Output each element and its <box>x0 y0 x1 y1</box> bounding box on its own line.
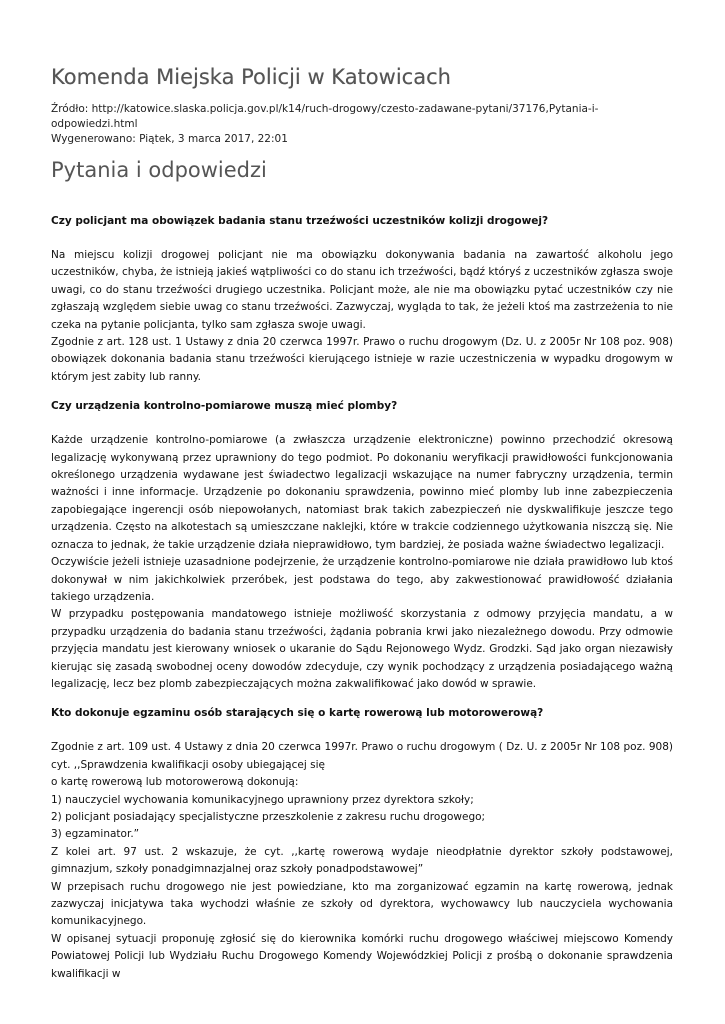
page-title: Pytania i odpowiedzi <box>51 158 267 182</box>
answer-paragraph: Na miejscu kolizji drogowej policjant nie ma obowiązku dokonywania badania na zawartość alkoholu jego uczestników, chyba, że istnieją jakieś wątpliwości co do stanu ich trzeźwości, bądź któryś z uczestników zgłasza swoje uwagi, co do stanu trzeźwości drugiego uczestnika. Policjant może, ale nie ma obowiązku pytać uczestników czy nie zgłaszają względem siebie uwag co stanu trzeźwości. Zazwyczaj, wygląda to tak, że jeżeli ktoś ma zastrzeżenia to nie czeka na pytanie policjanta, tylko sam zgłasza swoje uwagi. <box>51 249 673 331</box>
generated-line: Wygenerowano: Piątek, 3 marca 2017, 22:01 <box>51 133 288 145</box>
answer-paragraph: 1) nauczyciel wychowania komunikacyjnego uprawniony przez dyrektora szkoły; <box>51 793 474 806</box>
answer-paragraph: W przepisach ruchu drogowego nie jest powiedziane, kto ma zorganizować egzamin na kartę rowerową, jednak zazwyczaj inicjatywa taka wychodzi właśnie ze szkoły od dyrektora, wychowawcy lub nauczyciela wychowania komunikacyjnego. <box>51 880 673 928</box>
qa-item <box>51 706 673 983</box>
answer-paragraph: o kartę rowerową lub motorowerową dokonują: <box>51 776 299 789</box>
question-heading: Kto dokonuje egzaminu osób starających się o kartę rowerową lub motorowerową? <box>51 707 544 720</box>
answer-paragraph: W opisanej sytuacji proponuję zgłosić się do kierownika komórki ruchu drogowego właściwej miejscowo Komendy Powiatowej Policji lub Wydziału Ruchu Drogowego Komendy Wojewódzkiej Policji z prośbą o dokonanie sprawdzenia kwalifikacji w <box>51 932 673 980</box>
document-page <box>51 62 673 983</box>
source-line: Źródło: http://katowice.slaska.policja.gov.pl/k14/ruch-drogowy/czesto-zadawane-pytani/37176,Pytania-i-odpowiedzi.html <box>51 103 599 130</box>
answer-paragraph: Oczywiście jeżeli istnieje uzasadnione podejrzenie, że urządzenie kontrolno-pomiarowe nie działa prawidłowo lub ktoś dokonywał w nim jakichkolwiek przeróbek, jest podstawa do tego, aby zakwestionować prawidłowość działania takiego urządzenia. <box>51 556 673 603</box>
answer-block <box>51 432 673 693</box>
answer-paragraph: W przypadku postępowania mandatowego istnieje możliwość skorzystania z odmowy przyjęcia mandatu, a w przypadku urządzenia do badania stanu trzeźwości, żądania pobrania krwi jako niezależnego dowodu. Przy odmowie przyjęcia mandatu jest kierowany wniosek o ukaranie do Sądu Rejonowego Wydz. Grodzki. Sąd jako organ niezawisły kierując się zasadą swobodnej oceny dowodów zdecyduje, czy wynik pochodzący z urządzenia posiadającego ważną legalizację, lecz bez plomb zabezpieczających można zakwalifikować jako dowód w sprawie. <box>51 608 673 690</box>
qa-item <box>51 399 673 693</box>
answer-paragraph: Zgodnie z art. 128 ust. 1 Ustawy z dnia 20 czerwca 1997r. Prawo o ruchu drogowym (Dz. U. z 2005r Nr 108 poz. 908) obowiązek dokonania badania stanu trzeźwości kierującego istnieje w razie uczestniczenia w wypadku drogowym w którym jest zabity lub ranny. <box>51 336 673 383</box>
answer-paragraph: 2) policjant posiadający specjalistyczne przeszkolenie z zakresu ruchu drogowego; <box>51 810 486 823</box>
answer-block <box>51 247 673 386</box>
answer-block <box>51 739 673 983</box>
question-heading: Czy policjant ma obowiązek badania stanu trzeźwości uczestników kolizji drogowej? <box>51 215 549 227</box>
answer-paragraph: Z kolei art. 97 ust. 2 wskazuje, że cyt. ,,kartę rowerową wydaje nieodpłatnie dyrektor szkoły podstawowej, gimnazjum, szkoły ponadgimnazjalnej oraz szkoły ponadpodstawowej” <box>51 845 673 876</box>
qa-item <box>51 214 673 386</box>
document-meta <box>51 102 673 147</box>
site-title: Komenda Miejska Policji w Katowicach <box>51 65 451 89</box>
answer-paragraph: 3) egzaminator.” <box>51 828 140 841</box>
answer-paragraph: Każde urządzenie kontrolno-pomiarowe (a zwłaszcza urządzenie elektroniczne) powinno przechodzić okresową legalizację wykonywaną przez uprawniony do tego podmiot. Po dokonaniu weryfikacji prawidłowości funkcjonowania określonego urządzenia wydawane jest świadectwo legalizacji wskazujące na numer fabryczny urządzenia, termin ważności i inne informacje. Urządzenie po dokonaniu sprawdzenia, powinno mieć plomby lub inne zabezpieczenia zapobiegające ingerencji osób niepowołanych, natomiast brak takich zabezpieczeń nie dyskwalifikuje jeszcze tego urządzenia. Często na alkotestach są umieszczane naklejki, które w trakcie codziennego użytkowania niszczą się. Nie oznacza to jednak, że takie urządzenie działa nieprawidłowo, tym bardziej, że posiada ważne świadectwo legalizacji. <box>51 434 673 551</box>
question-heading: Czy urządzenia kontrolno-pomiarowe muszą mieć plomby? <box>51 400 398 413</box>
answer-paragraph: Zgodnie z art. 109 ust. 4 Ustawy z dnia 20 czerwca 1997r. Prawo o ruchu drogowym ( Dz. U. z 2005r Nr 108 poz. 908) cyt. ,,Sprawdzenia kwalifikacji osoby ubiegającej się <box>51 741 673 771</box>
